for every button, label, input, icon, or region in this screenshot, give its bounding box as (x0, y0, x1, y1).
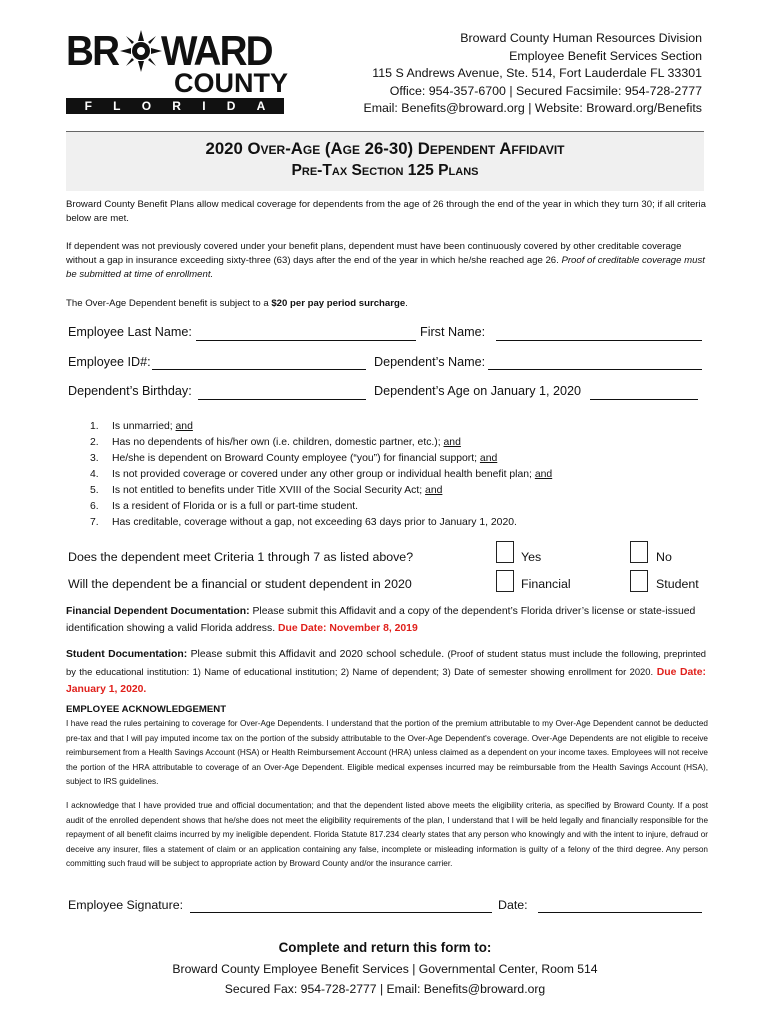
financial-documentation (66, 603, 706, 637)
acknowledgement-heading: EMPLOYEE ACKNOWLEDGEMENT (66, 704, 227, 715)
criteria-text: Is not provided coverage or covered under any other group or individual health benefit plan; (112, 469, 532, 480)
criteria-text: Has no dependents of his/her own (i.e. children, domestic partner, etc.); (112, 437, 441, 448)
employee-signature-field[interactable] (190, 912, 492, 913)
criteria-number: 3. (90, 453, 99, 464)
return-contact: Secured Fax: 954-728-2777 | Email: Benefits@broward.org (224, 982, 546, 996)
intro-paragraph-3 (66, 297, 706, 311)
employee-last-name-label: Employee Last Name: (68, 325, 192, 339)
dependent-name-field[interactable] (488, 369, 702, 370)
financial-due-date: Due Date: November 8, 2019 (277, 623, 418, 634)
yes-checkbox[interactable] (496, 541, 514, 563)
dependent-name-label: Dependent’s Name: (374, 355, 486, 369)
criteria-and: and (175, 421, 193, 432)
list-item (90, 515, 552, 531)
surcharge-pre: The Over-Age Dependent benefit is subject to a (66, 298, 269, 309)
first-name-label: First Name: (420, 325, 486, 339)
form-subtitle: Pre-Tax Section 125 Plans (291, 162, 479, 179)
financial-doc-text: Please submit this Affidavit and a copy of the dependent’s Florida driver’s license or state-issued identification showing a valid Florida address. (66, 606, 696, 634)
criteria-and: and (443, 437, 461, 448)
employee-id-label: Employee ID#: (68, 355, 151, 369)
logo-florida-bar (66, 98, 284, 114)
intro-paragraph-2 (66, 240, 706, 282)
broward-county-logo (66, 27, 288, 113)
list-item (90, 467, 552, 483)
header-line: Office: 954-357-6700 | Secured Facsimile: 954-728-2777 (389, 83, 702, 98)
criteria-number: 2. (90, 437, 99, 448)
list-item (90, 451, 552, 467)
header-line: 115 S Andrews Avenue, Ste. 514, Fort Lauderdale FL 33301 (372, 66, 702, 81)
logo-letter: I (202, 99, 206, 113)
criteria-text: Is a resident of Florida or is a full or part-time student. (112, 501, 359, 512)
criteria-number: 1. (90, 421, 99, 432)
employee-signature-label: Employee Signature: (68, 898, 184, 912)
criteria-text: He/she is dependent on Broward County employee (“you”) for financial support; (112, 453, 478, 464)
date-label: Date: (498, 898, 528, 912)
logo-letter: D (226, 99, 236, 113)
student-due-date: Due Date: January 1, 2020. (66, 667, 707, 695)
dependent-birthday-field[interactable] (198, 399, 366, 400)
dependent-age-label: Dependent’s Age on January 1, 2020 (374, 384, 582, 398)
student-doc-text: Please submit this Affidavit and 2020 school schedule. (190, 649, 445, 660)
acknowledgement-paragraph-1: I have read the rules pertaining to coverage for Over-Age Dependents. I understand that the portion of the premium attributable to my Over-Age Dependent cannot be deducted pre-tax and that I will pay imputed income tax on the portion of the subsidy attributable to the Over-Age Dependent's coverage. Over-Age Dependents are not eligible to receive reimbursement from a Health Savings Account (HSA) or Health Reimbursement Account (HRA) unless claimed as a dependent on your income taxes. Employees will not receive the portion of the HRA attributable to coverage of an Over-Age Dependent. Eligible medical expenses incurred may be reimbursable from the Health Savings Account (HSA), subject to IRS guidelines. (66, 719, 708, 787)
criteria-number: 7. (90, 517, 99, 528)
surcharge-post: . (405, 298, 408, 309)
logo-letter: L (113, 99, 121, 113)
no-checkbox[interactable] (630, 541, 648, 563)
student-doc-proof: (Proof of student status must include the following, preprinted by the educational institution: 1) Name of educational institution; 2) Name of dependent; 3) Date of semester showing enrollment for 2020. (66, 648, 707, 677)
employee-id-field[interactable] (152, 369, 366, 370)
logo-letter: F (84, 99, 92, 113)
criteria-number: 4. (90, 469, 99, 480)
criteria-and: and (479, 453, 498, 464)
eligibility-criteria-list (90, 419, 552, 531)
intro-paragraph-1: Broward County Benefit Plans allow medical coverage for dependents from the age of 26 through the end of the year in which they turn 30; if all criteria below are met. (66, 199, 706, 224)
criteria-and: and (534, 469, 553, 480)
financial-label: Financial (521, 577, 571, 591)
logo-letter: R (172, 99, 181, 113)
title-box (66, 132, 704, 191)
logo-text-county: COUNTY (174, 68, 288, 98)
list-item (90, 419, 552, 435)
sun-icon (119, 29, 163, 73)
date-field[interactable] (538, 912, 702, 913)
header-line: Broward County Human Resources Division (460, 31, 702, 45)
criteria-question: Does the dependent meet Criteria 1 through 7 as listed above? (68, 550, 414, 564)
list-item (90, 435, 552, 451)
criteria-number: 5. (90, 485, 99, 496)
logo-text-ward: WARD (160, 27, 272, 74)
logo-text-bro: BR (66, 27, 119, 74)
logo-letter: A (256, 99, 266, 113)
student-doc-label: Student Documentation: (66, 649, 188, 660)
intro-paragraph-2-text: If dependent was not previously covered under your benefit plans, dependent must have been continuously covered by other creditable coverage without a gap in insurance exceeding sixty-three (63) days after the end of the year in which he/she reached age 26. (66, 241, 682, 266)
financial-checkbox[interactable] (496, 570, 514, 592)
criteria-number: 6. (90, 501, 99, 512)
header-line: Employee Benefit Services Section (509, 48, 702, 63)
financial-doc-label: Financial Dependent Documentation: (66, 606, 250, 617)
yes-label: Yes (521, 550, 542, 564)
logo-letter: O (141, 99, 152, 113)
return-address: Broward County Employee Benefit Services | Governmental Center, Room 514 (172, 962, 598, 976)
list-item (90, 483, 552, 499)
student-documentation (66, 645, 706, 698)
criteria-text: Has creditable, coverage without a gap, not exceeding 63 days prior to January 1, 2020. (112, 517, 517, 528)
dependent-age-field[interactable] (590, 399, 698, 400)
student-checkbox[interactable] (630, 570, 648, 592)
criteria-text: Is unmarried; (112, 421, 173, 432)
intro-paragraph-2-italic: Proof of creditable coverage must be submitted at time of enrollment. (66, 255, 705, 280)
student-label: Student (656, 577, 699, 591)
header-address (363, 30, 702, 118)
dependent-type-question: Will the dependent be a financial or student dependent in 2020 (68, 577, 412, 591)
header-line: Email: Benefits@broward.org | Website: Broward.org/Benefits (363, 101, 702, 116)
list-item (90, 499, 552, 515)
first-name-field[interactable] (496, 340, 702, 341)
acknowledgement-paragraph-2: I acknowledge that I have provided true and official documentation; and that the dependent listed above meets the eligibility criteria, as specified by Broward County. If a post audit of the enrolled dependent shows that he/she does not meet the eligibility requirements of the plan, I understand that I will be held legally and financially responsible for the repayment of all benefit claims incurred by my ineligible dependent. Florida Statute 817.234 clearly states that any person who knowingly and with the intent to injure, defraud or deceive any insurer, files a statement of claim or an application containing any false, incomplete or misleading information is guilty of a felony of the third degree. Any person committing such fraud will be subject to appropriate action by Broward County and/or the insurance carrier. (66, 801, 708, 869)
employee-last-name-field[interactable] (196, 340, 416, 341)
dependent-birthday-label: Dependent’s Birthday: (68, 384, 192, 398)
surcharge-amount: $20 per pay period surcharge (271, 298, 406, 309)
no-label: No (656, 550, 672, 564)
return-instructions-heading: Complete and return this form to: (278, 940, 492, 955)
form-title: 2020 Over-Age (Age 26-30) Dependent Affidavit (205, 139, 565, 158)
criteria-and: and (425, 485, 443, 496)
criteria-text: Is not entitled to benefits under Title XVIII of the Social Security Act; (112, 485, 423, 496)
